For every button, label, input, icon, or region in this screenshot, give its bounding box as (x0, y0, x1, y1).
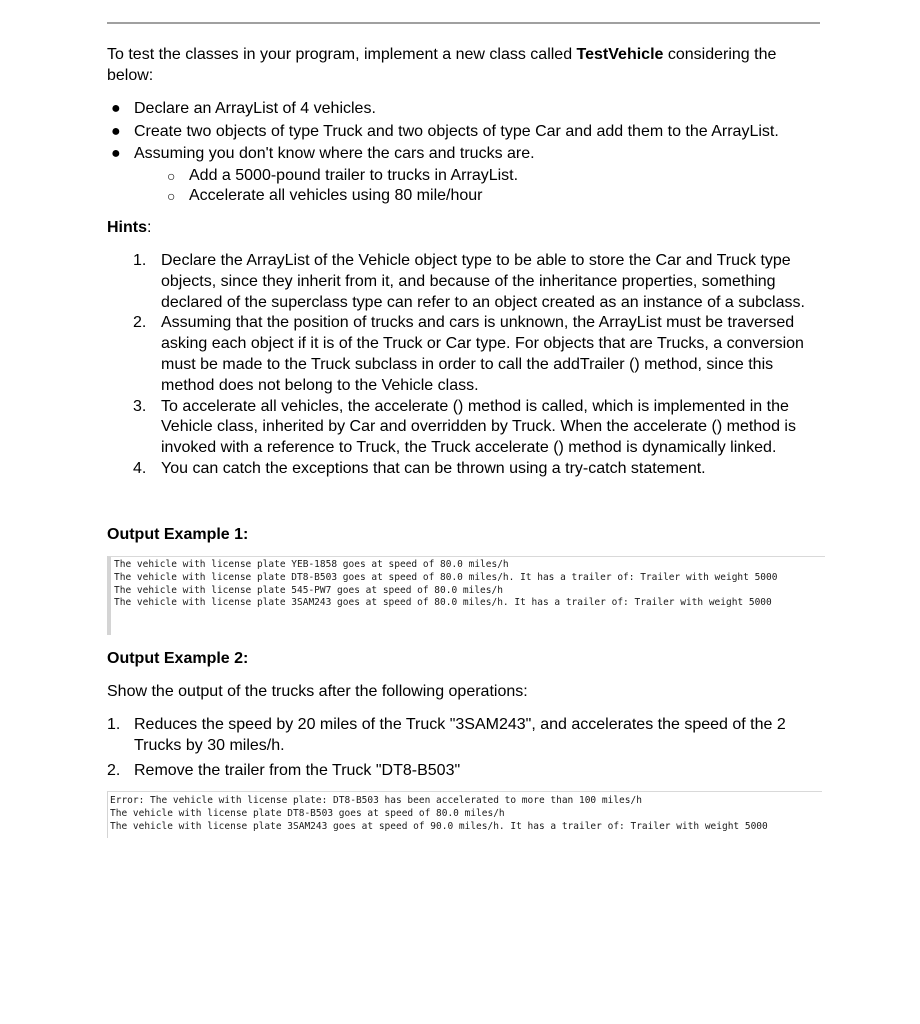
intro-text-before: To test the classes in your program, implement a new class called (107, 46, 577, 63)
bullet-icon: ● (111, 100, 121, 117)
bullet-icon: ● (111, 145, 121, 162)
sub-requirements-list (134, 166, 827, 207)
hint-item (133, 397, 823, 459)
sub-requirement-item (134, 166, 827, 187)
console-line: The vehicle with license plate YEB-1858 goes at speed of 80.0 miles/h (114, 559, 509, 570)
console-output-2 (107, 791, 822, 838)
hint-number: 3. (133, 397, 147, 415)
console-line: The vehicle with license plate 3SAM243 goes at speed of 90.0 miles/h. It has a trailer of: Trailer with weight 5000 (110, 820, 768, 832)
intro-class-name: TestVehicle (576, 46, 664, 63)
operation-number: 1. (107, 716, 121, 733)
hint-number: 2. (133, 314, 147, 332)
sub-requirement-text: Accelerate all vehicles using 80 mile/hour (189, 187, 483, 204)
hint-item (133, 313, 823, 396)
operation-number: 2. (107, 762, 121, 779)
hollow-bullet-icon: ○ (167, 188, 176, 204)
sub-requirement-text: Add a 5000-pound trailer to trucks in ArrayList. (189, 166, 519, 184)
hint-text: You can catch the exceptions that can be thrown using a try-catch statement. (161, 459, 706, 477)
operations-list (107, 714, 827, 781)
bullet-icon: ● (111, 122, 121, 140)
hints-heading (107, 218, 151, 238)
sub-requirement-item (134, 186, 827, 207)
console-line: The vehicle with license plate DT8-B503 goes at speed of 80.0 miles/h (110, 807, 505, 819)
operation-item (107, 714, 827, 756)
requirement-item (107, 143, 827, 207)
hints-list (133, 251, 823, 480)
console-line: The vehicle with license plate DT8-B503 goes at speed of 80.0 miles/h. It has a trailer of: Trailer with weight 5000 (114, 571, 778, 583)
operation-item (107, 760, 827, 781)
hint-text: Assuming that the position of trucks and cars is unknown, the ArrayList must be traversed asking each object if it is of the Truck or Car type. For objects that are Trucks, a conversion must be made to the Truck subclass in order to call the addTrailer () method, since this method does not belong to the Vehicle class. (161, 314, 804, 394)
output-example-2-title: Output Example 2: (107, 650, 249, 667)
requirement-item (107, 121, 827, 144)
requirements-list (107, 98, 827, 207)
intro-text-after: considering the below: (107, 46, 777, 84)
console-line: The vehicle with license plate 545-PW7 goes at speed of 80.0 miles/h (114, 584, 503, 596)
console-output-1 (107, 556, 825, 635)
hints-title: Hints (107, 219, 147, 236)
hollow-bullet-icon: ○ (167, 167, 176, 184)
output-example-2-description: Show the output of the trucks after the following operations: (107, 683, 528, 700)
hint-item (133, 251, 823, 313)
requirement-text: Create two objects of type Truck and two objects of type Car and add them to the ArrayList. (134, 122, 779, 140)
requirement-text: Assuming you don't know where the cars and trucks are. (134, 145, 535, 162)
operation-text: Remove the trailer from the Truck "DT8-B503" (134, 762, 461, 779)
hints-colon: : (147, 219, 152, 236)
output-example-1-title: Output Example 1: (107, 526, 249, 543)
hint-number: 4. (133, 459, 147, 477)
hint-text: Declare the ArrayList of the Vehicle object type to be able to store the Car and Truck type objects, since they inherit from it, and because of the inheritance properties, something declared of the superclass type can refer to an object created as an instance of a subclass. (161, 252, 805, 311)
hint-item (133, 459, 823, 480)
console-line: The vehicle with license plate 3SAM243 goes at speed of 80.0 miles/h. It has a trailer of: Trailer with weight 5000 (114, 597, 772, 609)
intro-paragraph (107, 44, 825, 86)
hint-text: To accelerate all vehicles, the accelerate () method is called, which is implemented in the Vehicle class, inherited by Car and overridden by Truck. When the accelerate () method is invoked with a reference to Truck, the Truck accelerate () method is dynamically linked. (161, 397, 796, 457)
top-divider (107, 22, 820, 24)
operation-text: Reduces the speed by 20 miles of the Truck "3SAM243", and accelerates the speed of the 2 Trucks by 30 miles/h. (134, 716, 786, 754)
requirement-text: Declare an ArrayList of 4 vehicles. (134, 100, 376, 117)
console-line: Error: The vehicle with license plate: DT8-B503 has been accelerated to more than 100 miles/h (110, 795, 642, 806)
hint-number: 1. (133, 252, 147, 269)
requirement-item (107, 98, 827, 121)
